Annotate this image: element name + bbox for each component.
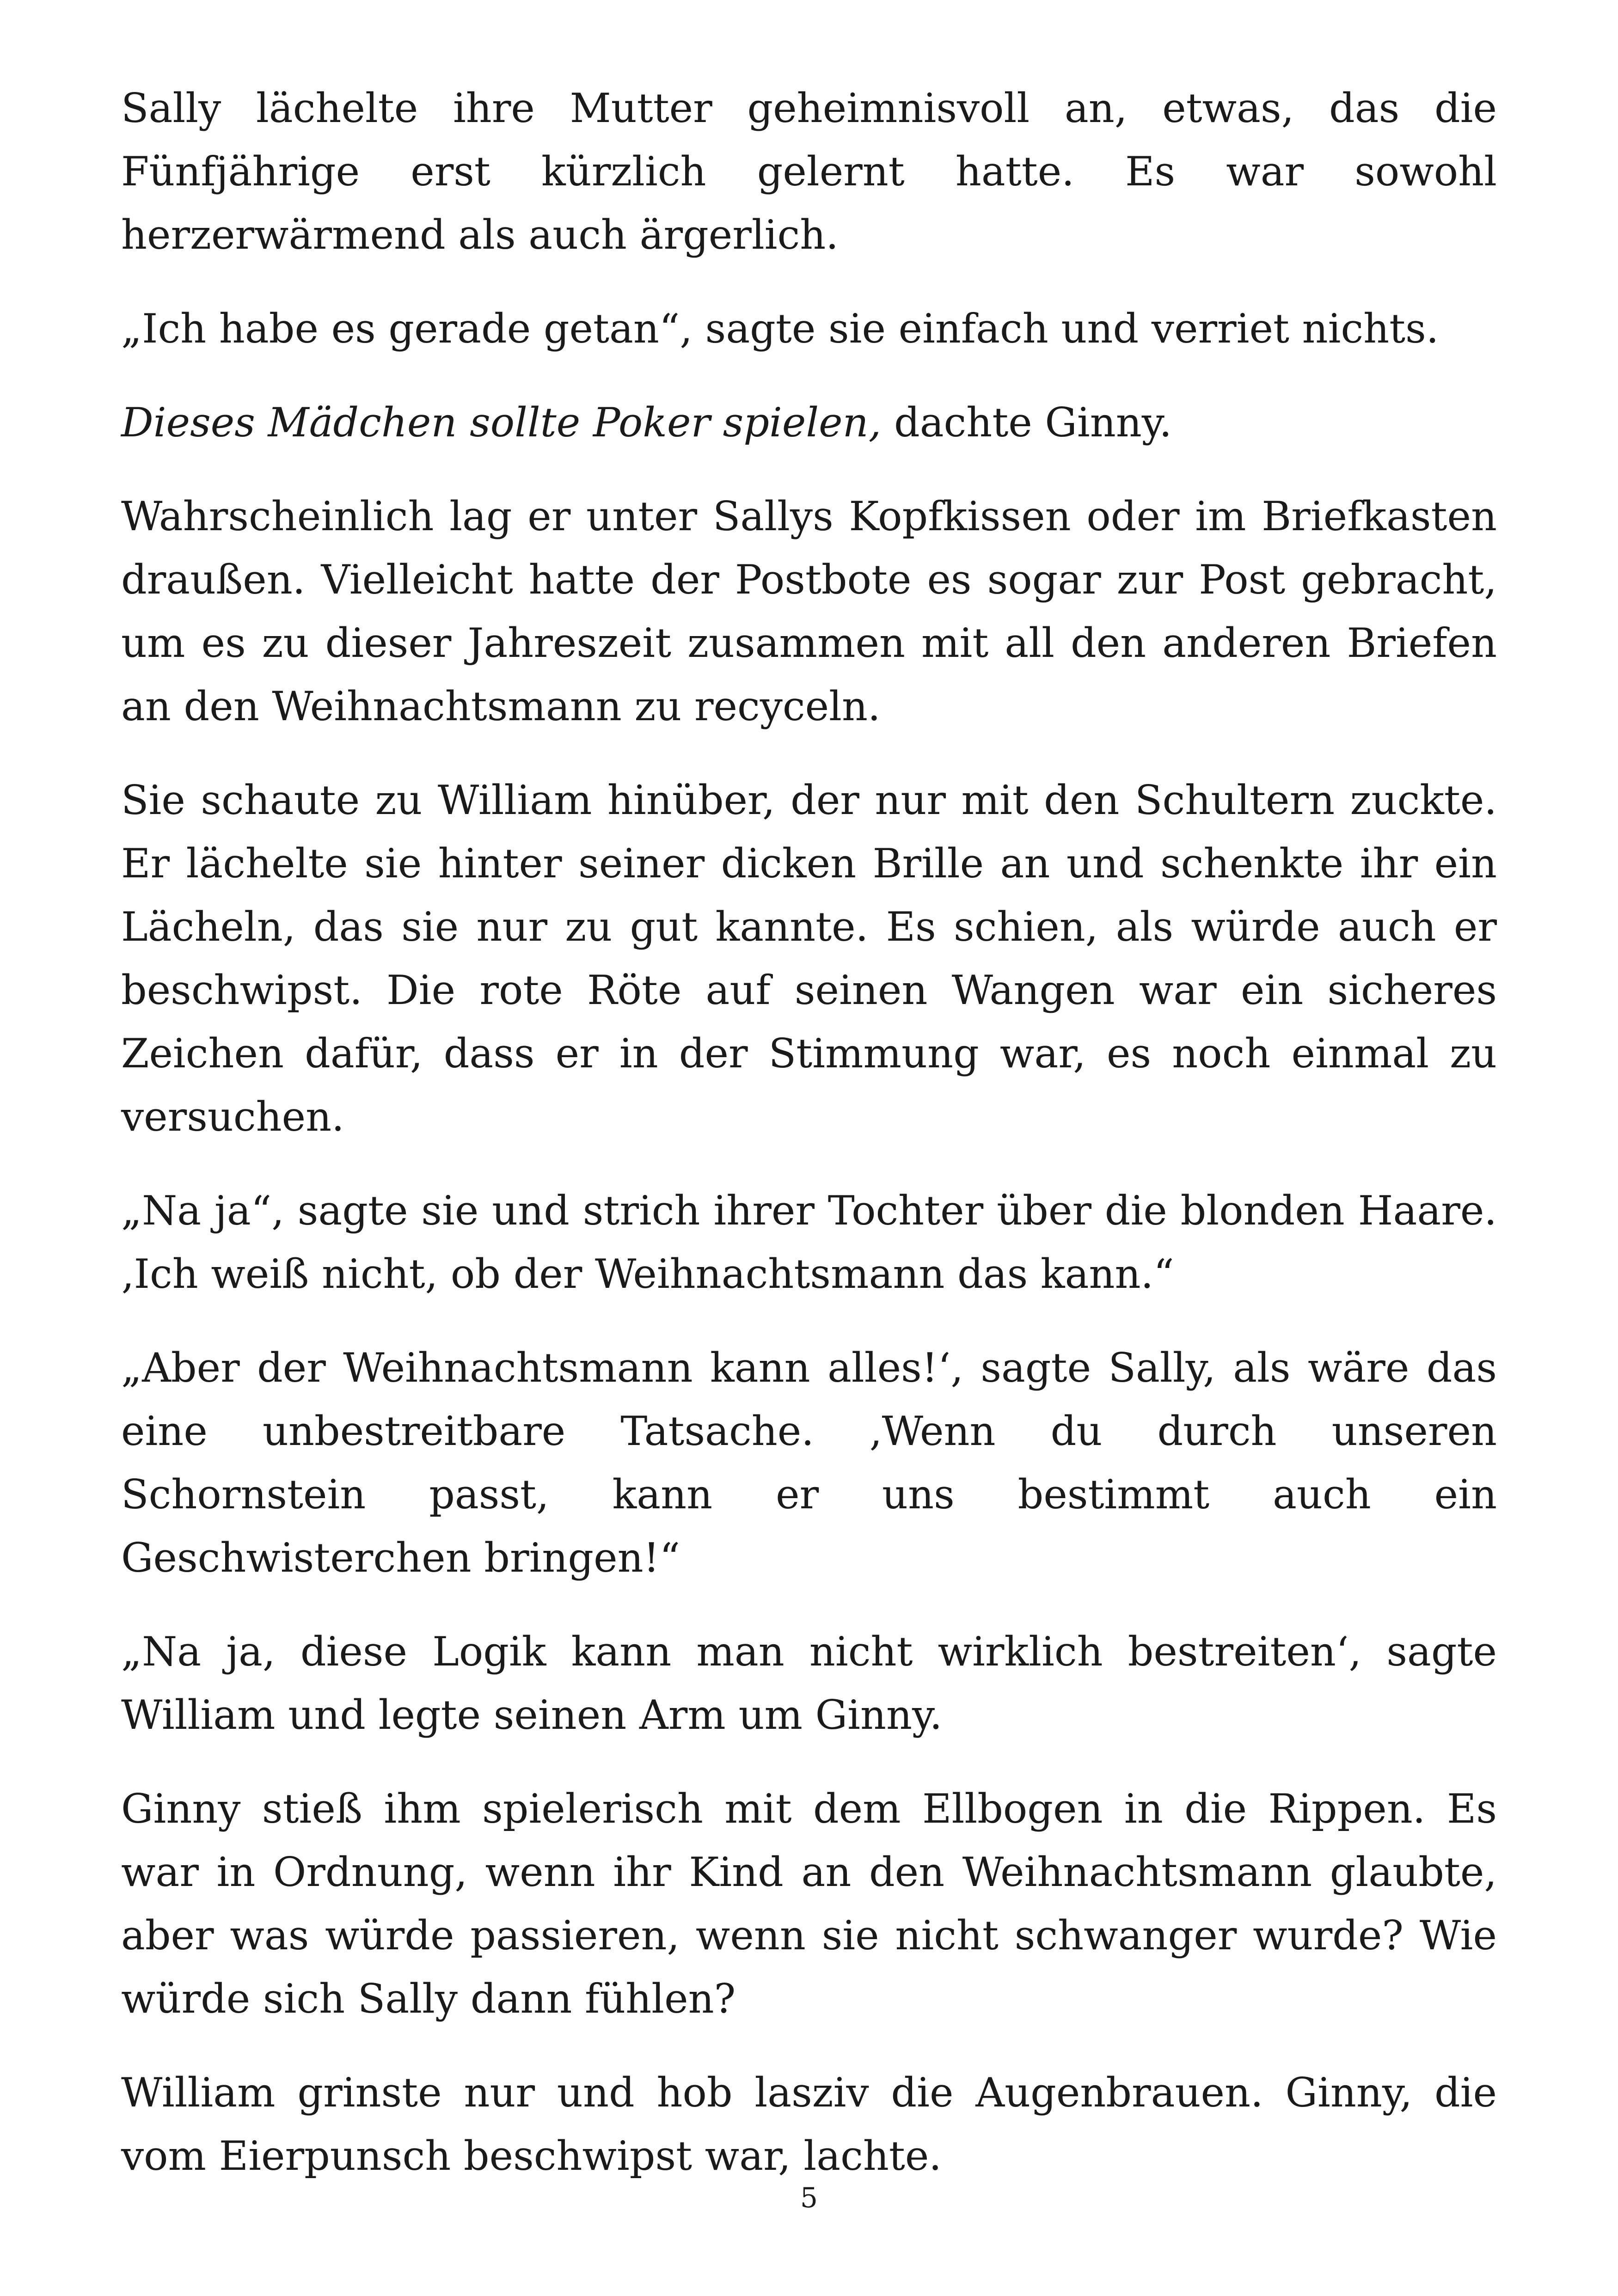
page-body [121, 77, 1497, 2218]
paragraph-4: Wahrscheinlich lag er unter Sallys Kopfkissen oder im Briefkasten draußen. Vielleicht hatte der Postbote es sogar zur Post gebracht, um es zu dieser Jahreszeit zusammen mit all den anderen Briefen an den Weihnachtsmann zu recyceln. [121, 493, 1497, 730]
paragraph-9: Ginny stieß ihm spielerisch mit dem Ellbogen in die Rippen. Es war in Ordnung, wenn ihr Kind an den Weihnachtsmann glaubte, aber was würde passieren, wenn sie nicht schwanger wurde? Wie würde sich Sally dann fühlen? [121, 1785, 1497, 2022]
paragraph-8: „Na ja, diese Logik kann man nicht wirklich bestreiten‘, sagte William und legte seinen Arm um Ginny. [121, 1628, 1497, 1739]
paragraph-3-italic: Dieses Mädchen sollte Poker spielen, [121, 399, 882, 446]
paragraph-2: „Ich habe es gerade getan“, sagte sie einfach und verriet nichts. [121, 305, 1439, 352]
paragraph-1: Sally lächelte ihre Mutter geheimnisvoll an, etwas, das die Fünfjährige erst kürzlich gelernt hatte. Es war sowohl herzerwärmend als auch ärgerlich. [121, 85, 1497, 258]
paragraph-3 [121, 391, 1497, 454]
paragraph-10: William grinste nur und hob lasziv die Augenbrauen. Ginny, die vom Eierpunsch beschwipst war, lachte. [121, 2069, 1497, 2180]
page-number: 5 [800, 2182, 818, 2214]
paragraph-7: „Aber der Weihnachtsmann kann alles!‘, sagte Sally, als wäre das eine unbestreitbare Tatsache. ‚Wenn du durch unseren Schornstein passt, kann er uns bestimmt auch ein Geschwisterchen bringen!“ [121, 1344, 1497, 1581]
paragraph-5: Sie schaute zu William hinüber, der nur mit den Schultern zuckte. Er lächelte sie hinter seiner dicken Brille an und schenkte ihr ein Lächeln, das sie nur zu gut kannte. Es schien, als würde auch er beschwipst. Die rote Röte auf seinen Wangen war ein sicheres Zeichen dafür, dass er in der Stimmung war, es noch einmal zu versuchen. [121, 777, 1497, 1140]
paragraph-3-rest: dachte Ginny. [881, 399, 1172, 446]
paragraph-6: „Na ja“, sagte sie und strich ihrer Tochter über die blonden Haare. ‚Ich weiß nicht, ob der Weihnachtsmann das kann.“ [121, 1187, 1497, 1298]
